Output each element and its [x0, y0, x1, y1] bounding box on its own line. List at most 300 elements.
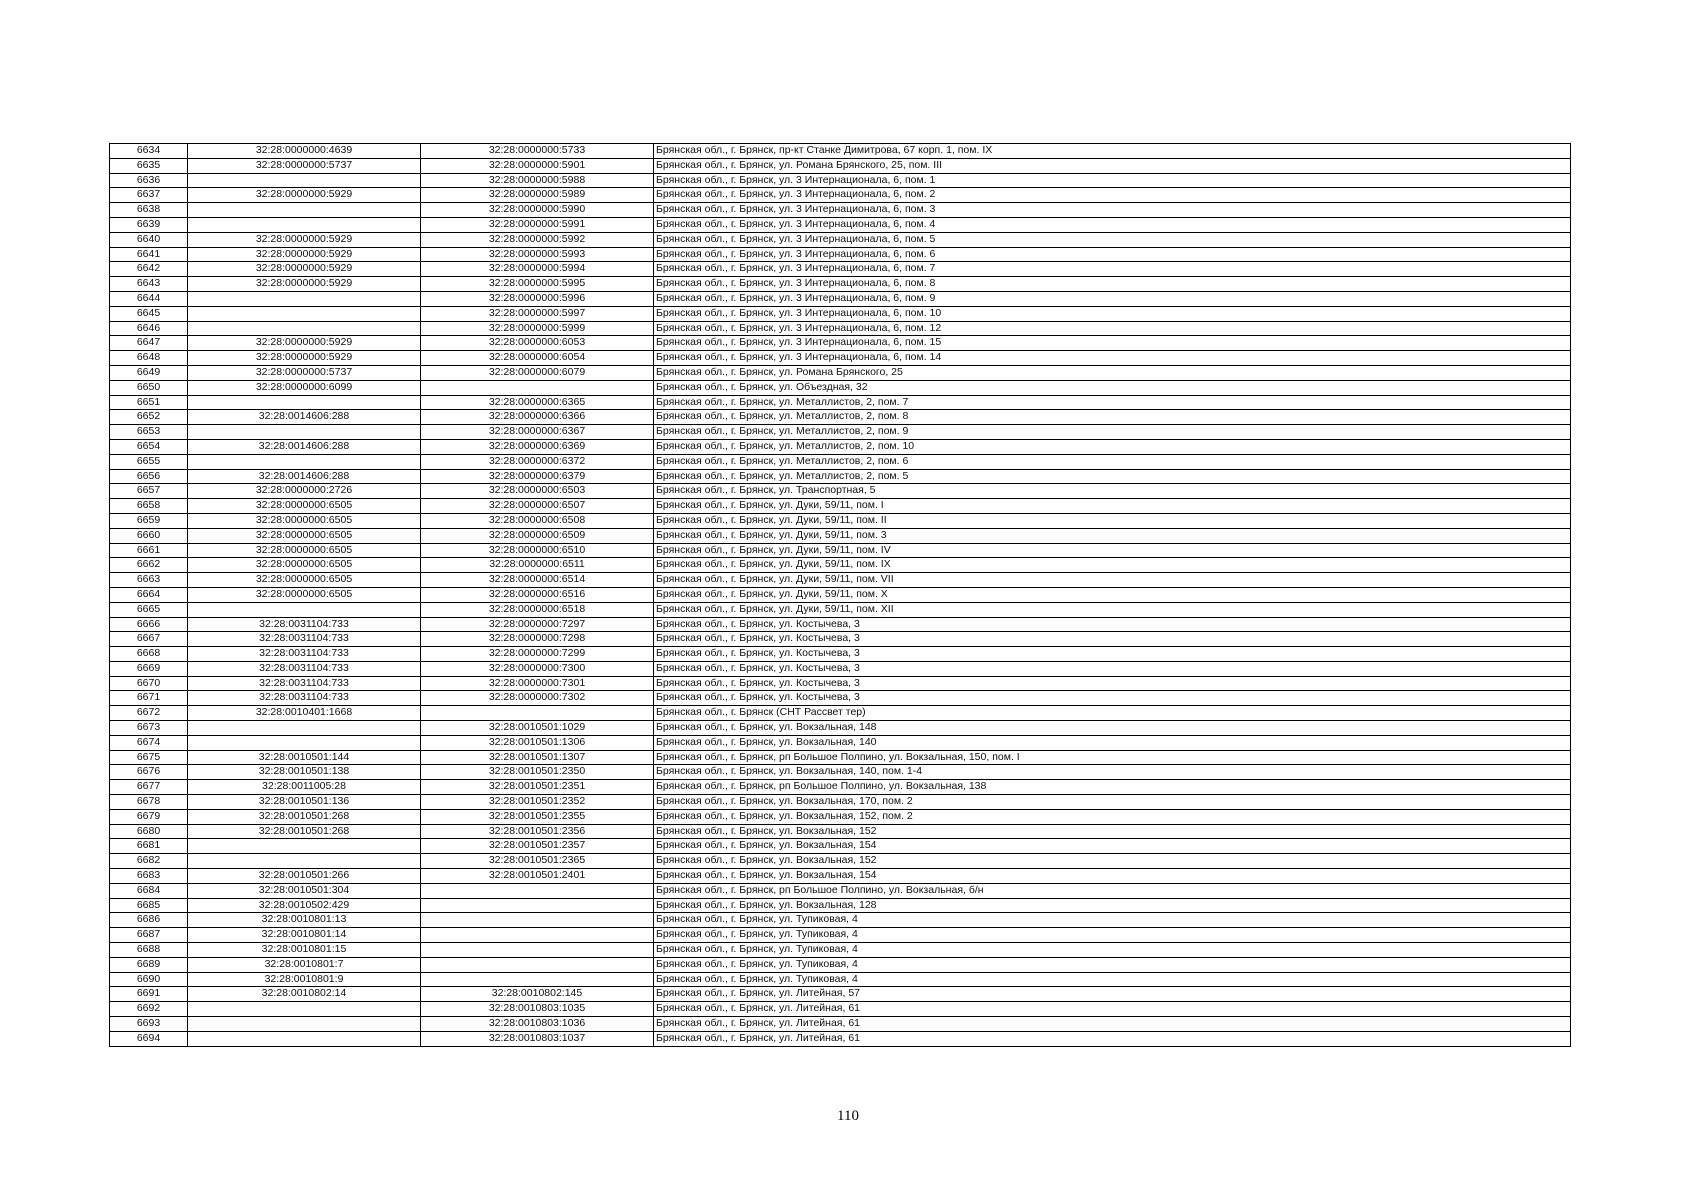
table-row — [110, 425, 1571, 440]
parent-cadastral-number-cell: 32:28:0010501:304 — [188, 883, 421, 898]
address-cell: Брянская обл., г. Брянск, ул. Тупиковая, 4 — [654, 972, 1571, 987]
address-cell: Брянская обл., г. Брянск (СНТ Рассвет тер) — [654, 706, 1571, 721]
row-number-cell: 6682 — [110, 854, 188, 869]
cadastral-number-cell: 32:28:0000000:6367 — [421, 425, 654, 440]
cadastral-number-cell: 32:28:0000000:6514 — [421, 573, 654, 588]
row-number-cell: 6680 — [110, 824, 188, 839]
table-row — [110, 351, 1571, 366]
parent-cadastral-number-cell: 32:28:0010501:268 — [188, 824, 421, 839]
address-cell: Брянская обл., г. Брянск, ул. Литейная, 61 — [654, 1002, 1571, 1017]
table-row — [110, 558, 1571, 573]
row-number-cell: 6690 — [110, 972, 188, 987]
parent-cadastral-number-cell: 32:28:0014606:288 — [188, 410, 421, 425]
cadastral-number-cell — [421, 380, 654, 395]
address-cell: Брянская обл., г. Брянск, ул. Дуки, 59/11, пом. II — [654, 513, 1571, 528]
table-row — [110, 158, 1571, 173]
cadastral-number-cell: 32:28:0000000:6516 — [421, 587, 654, 602]
row-number-cell: 6660 — [110, 528, 188, 543]
table-row — [110, 321, 1571, 336]
address-cell: Брянская обл., г. Брянск, рп Большое Полпино, ул. Вокзальная, 150, пом. I — [654, 750, 1571, 765]
cadastral-number-cell: 32:28:0010501:2401 — [421, 869, 654, 884]
row-number-cell: 6642 — [110, 262, 188, 277]
row-number-cell: 6658 — [110, 499, 188, 514]
address-cell: Брянская обл., г. Брянск, ул. Дуки, 59/11, пом. IV — [654, 543, 1571, 558]
table-row — [110, 824, 1571, 839]
table-row — [110, 883, 1571, 898]
table-row — [110, 750, 1571, 765]
row-number-cell: 6670 — [110, 676, 188, 691]
address-cell: Брянская обл., г. Брянск, ул. Вокзальная, 128 — [654, 898, 1571, 913]
cadastral-number-cell — [421, 972, 654, 987]
cadastral-number-cell: 32:28:0000000:5989 — [421, 188, 654, 203]
address-cell: Брянская обл., г. Брянск, ул. 3 Интернационала, 6, пом. 12 — [654, 321, 1571, 336]
address-cell: Брянская обл., г. Брянск, ул. Металлистов, 2, пом. 8 — [654, 410, 1571, 425]
table-row — [110, 291, 1571, 306]
address-cell: Брянская обл., г. Брянск, ул. 3 Интернационала, 6, пом. 10 — [654, 306, 1571, 321]
parent-cadastral-number-cell: 32:28:0031104:733 — [188, 661, 421, 676]
row-number-cell: 6643 — [110, 277, 188, 292]
address-cell: Брянская обл., г. Брянск, ул. Вокзальная, 154 — [654, 839, 1571, 854]
cadastral-number-cell: 32:28:0010803:1036 — [421, 1017, 654, 1032]
parent-cadastral-number-cell: 32:28:0031104:733 — [188, 632, 421, 647]
parent-cadastral-number-cell: 32:28:0000000:5929 — [188, 277, 421, 292]
address-cell: Брянская обл., г. Брянск, рп Большое Полпино, ул. Вокзальная, 138 — [654, 780, 1571, 795]
parent-cadastral-number-cell: 32:28:0010501:268 — [188, 809, 421, 824]
parent-cadastral-number-cell: 32:28:0031104:733 — [188, 691, 421, 706]
row-number-cell: 6672 — [110, 706, 188, 721]
cadastral-number-cell — [421, 928, 654, 943]
parent-cadastral-number-cell: 32:28:0010502:429 — [188, 898, 421, 913]
row-number-cell: 6688 — [110, 943, 188, 958]
address-cell: Брянская обл., г. Брянск, ул. Объездная, 32 — [654, 380, 1571, 395]
address-cell: Брянская обл., г. Брянск, ул. Вокзальная, 140, пом. 1-4 — [654, 765, 1571, 780]
cadastral-number-cell — [421, 898, 654, 913]
parent-cadastral-number-cell: 32:28:0000000:5929 — [188, 188, 421, 203]
address-cell: Брянская обл., г. Брянск, ул. 3 Интернационала, 6, пом. 5 — [654, 232, 1571, 247]
parent-cadastral-number-cell — [188, 217, 421, 232]
cadastral-number-cell: 32:28:0000000:5988 — [421, 173, 654, 188]
parent-cadastral-number-cell: 32:28:0010401:1668 — [188, 706, 421, 721]
address-cell: Брянская обл., г. Брянск, ул. 3 Интернационала, 6, пом. 2 — [654, 188, 1571, 203]
table-row — [110, 217, 1571, 232]
cadastral-number-cell: 32:28:0000000:6511 — [421, 558, 654, 573]
address-cell: Брянская обл., г. Брянск, ул. Вокзальная, 154 — [654, 869, 1571, 884]
address-cell: Брянская обл., г. Брянск, ул. Дуки, 59/11, пом. X — [654, 587, 1571, 602]
row-number-cell: 6644 — [110, 291, 188, 306]
table-row — [110, 691, 1571, 706]
parent-cadastral-number-cell: 32:28:0000000:5929 — [188, 247, 421, 262]
cadastral-number-cell: 32:28:0000000:5996 — [421, 291, 654, 306]
cadastral-number-cell: 32:28:0000000:7299 — [421, 647, 654, 662]
cadastral-number-cell: 32:28:0000000:6366 — [421, 410, 654, 425]
cadastral-number-cell: 32:28:0010501:2357 — [421, 839, 654, 854]
cadastral-number-cell — [421, 883, 654, 898]
row-number-cell: 6667 — [110, 632, 188, 647]
table-row — [110, 306, 1571, 321]
registry-table — [109, 143, 1571, 1047]
row-number-cell: 6634 — [110, 144, 188, 159]
address-cell: Брянская обл., г. Брянск, ул. Тупиковая, 4 — [654, 957, 1571, 972]
row-number-cell: 6687 — [110, 928, 188, 943]
parent-cadastral-number-cell — [188, 425, 421, 440]
table-row — [110, 262, 1571, 277]
parent-cadastral-number-cell — [188, 306, 421, 321]
row-number-cell: 6652 — [110, 410, 188, 425]
parent-cadastral-number-cell: 32:28:0010802:14 — [188, 987, 421, 1002]
table-row — [110, 395, 1571, 410]
parent-cadastral-number-cell — [188, 203, 421, 218]
address-cell: Брянская обл., г. Брянск, ул. 3 Интернационала, 6, пом. 7 — [654, 262, 1571, 277]
row-number-cell: 6689 — [110, 957, 188, 972]
row-number-cell: 6638 — [110, 203, 188, 218]
row-number-cell: 6663 — [110, 573, 188, 588]
cadastral-number-cell: 32:28:0010803:1035 — [421, 1002, 654, 1017]
address-cell: Брянская обл., г. Брянск, ул. Литейная, 57 — [654, 987, 1571, 1002]
parent-cadastral-number-cell: 32:28:0000000:6505 — [188, 558, 421, 573]
row-number-cell: 6635 — [110, 158, 188, 173]
cadastral-number-cell: 32:28:0010501:1306 — [421, 735, 654, 750]
row-number-cell: 6666 — [110, 617, 188, 632]
parent-cadastral-number-cell: 32:28:0000000:5929 — [188, 351, 421, 366]
row-number-cell: 6640 — [110, 232, 188, 247]
parent-cadastral-number-cell: 32:28:0000000:5929 — [188, 262, 421, 277]
table-row — [110, 676, 1571, 691]
cadastral-number-cell: 32:28:0000000:7301 — [421, 676, 654, 691]
parent-cadastral-number-cell: 32:28:0010501:138 — [188, 765, 421, 780]
row-number-cell: 6650 — [110, 380, 188, 395]
parent-cadastral-number-cell — [188, 1002, 421, 1017]
cadastral-number-cell: 32:28:0000000:5993 — [421, 247, 654, 262]
parent-cadastral-number-cell — [188, 321, 421, 336]
parent-cadastral-number-cell: 32:28:0000000:6505 — [188, 499, 421, 514]
row-number-cell: 6641 — [110, 247, 188, 262]
parent-cadastral-number-cell — [188, 454, 421, 469]
row-number-cell: 6639 — [110, 217, 188, 232]
row-number-cell: 6669 — [110, 661, 188, 676]
parent-cadastral-number-cell: 32:28:0000000:5737 — [188, 365, 421, 380]
cadastral-number-cell: 32:28:0000000:6365 — [421, 395, 654, 410]
cadastral-number-cell: 32:28:0000000:5994 — [421, 262, 654, 277]
row-number-cell: 6664 — [110, 587, 188, 602]
row-number-cell: 6654 — [110, 439, 188, 454]
table-row — [110, 1017, 1571, 1032]
cadastral-number-cell: 32:28:0010501:1029 — [421, 721, 654, 736]
row-number-cell: 6677 — [110, 780, 188, 795]
cadastral-number-cell: 32:28:0010501:2352 — [421, 795, 654, 810]
address-cell: Брянская обл., г. Брянск, ул. Металлистов, 2, пом. 5 — [654, 469, 1571, 484]
row-number-cell: 6662 — [110, 558, 188, 573]
row-number-cell: 6636 — [110, 173, 188, 188]
parent-cadastral-number-cell: 32:28:0010801:9 — [188, 972, 421, 987]
parent-cadastral-number-cell: 32:28:0031104:733 — [188, 617, 421, 632]
row-number-cell: 6661 — [110, 543, 188, 558]
parent-cadastral-number-cell: 32:28:0000000:5929 — [188, 336, 421, 351]
parent-cadastral-number-cell: 32:28:0000000:5737 — [188, 158, 421, 173]
parent-cadastral-number-cell — [188, 721, 421, 736]
parent-cadastral-number-cell: 32:28:0000000:5929 — [188, 232, 421, 247]
parent-cadastral-number-cell — [188, 854, 421, 869]
table-row — [110, 972, 1571, 987]
cadastral-number-cell: 32:28:0000000:5991 — [421, 217, 654, 232]
table-row — [110, 602, 1571, 617]
parent-cadastral-number-cell — [188, 602, 421, 617]
parent-cadastral-number-cell: 32:28:0014606:288 — [188, 439, 421, 454]
address-cell: Брянская обл., г. Брянск, ул. 3 Интернационала, 6, пом. 4 — [654, 217, 1571, 232]
parent-cadastral-number-cell: 32:28:0000000:6099 — [188, 380, 421, 395]
parent-cadastral-number-cell: 32:28:0010501:144 — [188, 750, 421, 765]
table-row — [110, 499, 1571, 514]
cadastral-number-cell: 32:28:0000000:6379 — [421, 469, 654, 484]
row-number-cell: 6648 — [110, 351, 188, 366]
table-row — [110, 587, 1571, 602]
row-number-cell: 6646 — [110, 321, 188, 336]
row-number-cell: 6683 — [110, 869, 188, 884]
table-row — [110, 721, 1571, 736]
address-cell: Брянская обл., г. Брянск, ул. Металлистов, 2, пом. 10 — [654, 439, 1571, 454]
row-number-cell: 6668 — [110, 647, 188, 662]
parent-cadastral-number-cell: 32:28:0031104:733 — [188, 676, 421, 691]
row-number-cell: 6681 — [110, 839, 188, 854]
table-row — [110, 780, 1571, 795]
address-cell: Брянская обл., г. Брянск, ул. Дуки, 59/11, пом. I — [654, 499, 1571, 514]
cadastral-number-cell: 32:28:0000000:6053 — [421, 336, 654, 351]
parent-cadastral-number-cell — [188, 395, 421, 410]
table-row — [110, 439, 1571, 454]
cadastral-number-cell: 32:28:0000000:6079 — [421, 365, 654, 380]
parent-cadastral-number-cell — [188, 735, 421, 750]
address-cell: Брянская обл., г. Брянск, ул. Романа Брянского, 25 — [654, 365, 1571, 380]
cadastral-number-cell: 32:28:0000000:5990 — [421, 203, 654, 218]
table-row — [110, 336, 1571, 351]
table-row — [110, 809, 1571, 824]
row-number-cell: 6691 — [110, 987, 188, 1002]
parent-cadastral-number-cell: 32:28:0031104:733 — [188, 647, 421, 662]
cadastral-number-cell: 32:28:0000000:6518 — [421, 602, 654, 617]
table-row — [110, 987, 1571, 1002]
parent-cadastral-number-cell: 32:28:0000000:6505 — [188, 513, 421, 528]
address-cell: Брянская обл., г. Брянск, ул. 3 Интернационала, 6, пом. 15 — [654, 336, 1571, 351]
table-row — [110, 365, 1571, 380]
row-number-cell: 6659 — [110, 513, 188, 528]
parent-cadastral-number-cell — [188, 1031, 421, 1046]
row-number-cell: 6657 — [110, 484, 188, 499]
row-number-cell: 6649 — [110, 365, 188, 380]
address-cell: Брянская обл., г. Брянск, ул. Металлистов, 2, пом. 7 — [654, 395, 1571, 410]
table-row — [110, 573, 1571, 588]
cadastral-number-cell: 32:28:0000000:7300 — [421, 661, 654, 676]
cadastral-number-cell: 32:28:0000000:6508 — [421, 513, 654, 528]
parent-cadastral-number-cell: 32:28:0014606:288 — [188, 469, 421, 484]
parent-cadastral-number-cell — [188, 1017, 421, 1032]
row-number-cell: 6653 — [110, 425, 188, 440]
table-row — [110, 173, 1571, 188]
address-cell: Брянская обл., г. Брянск, ул. 3 Интернационала, 6, пом. 3 — [654, 203, 1571, 218]
cadastral-number-cell — [421, 957, 654, 972]
cadastral-number-cell: 32:28:0000000:5733 — [421, 144, 654, 159]
cadastral-number-cell: 32:28:0000000:6054 — [421, 351, 654, 366]
cadastral-number-cell: 32:28:0000000:6369 — [421, 439, 654, 454]
row-number-cell: 6645 — [110, 306, 188, 321]
row-number-cell: 6692 — [110, 1002, 188, 1017]
cadastral-number-cell: 32:28:0000000:6507 — [421, 499, 654, 514]
cadastral-number-cell: 32:28:0000000:5992 — [421, 232, 654, 247]
table-row — [110, 928, 1571, 943]
table-row — [110, 869, 1571, 884]
address-cell: Брянская обл., г. Брянск, ул. Костычева, 3 — [654, 661, 1571, 676]
address-cell: Брянская обл., г. Брянск, ул. Металлистов, 2, пом. 9 — [654, 425, 1571, 440]
address-cell: Брянская обл., г. Брянск, ул. Вокзальная, 152 — [654, 824, 1571, 839]
table-row — [110, 484, 1571, 499]
table-row — [110, 957, 1571, 972]
parent-cadastral-number-cell: 32:28:0010501:266 — [188, 869, 421, 884]
cadastral-number-cell: 32:28:0010501:2356 — [421, 824, 654, 839]
table-row — [110, 144, 1571, 159]
row-number-cell: 6676 — [110, 765, 188, 780]
parent-cadastral-number-cell: 32:28:0000000:2726 — [188, 484, 421, 499]
address-cell: Брянская обл., г. Брянск, ул. Тупиковая, 4 — [654, 943, 1571, 958]
address-cell: Брянская обл., г. Брянск, ул. Литейная, 61 — [654, 1031, 1571, 1046]
row-number-cell: 6694 — [110, 1031, 188, 1046]
row-number-cell: 6675 — [110, 750, 188, 765]
cadastral-number-cell: 32:28:0000000:7297 — [421, 617, 654, 632]
address-cell: Брянская обл., г. Брянск, ул. Дуки, 59/11, пом. IX — [654, 558, 1571, 573]
row-number-cell: 6693 — [110, 1017, 188, 1032]
row-number-cell: 6678 — [110, 795, 188, 810]
table-row — [110, 913, 1571, 928]
table-row — [110, 188, 1571, 203]
cadastral-number-cell: 32:28:0000000:6509 — [421, 528, 654, 543]
address-cell: Брянская обл., г. Брянск, ул. Дуки, 59/11, пом. 3 — [654, 528, 1571, 543]
cadastral-number-cell — [421, 706, 654, 721]
parent-cadastral-number-cell: 32:28:0000000:4639 — [188, 144, 421, 159]
cadastral-number-cell: 32:28:0010802:145 — [421, 987, 654, 1002]
parent-cadastral-number-cell: 32:28:0010801:14 — [188, 928, 421, 943]
page-number: 110 — [837, 1108, 859, 1124]
table-row — [110, 232, 1571, 247]
cadastral-number-cell: 32:28:0000000:6510 — [421, 543, 654, 558]
row-number-cell: 6673 — [110, 721, 188, 736]
table-row — [110, 543, 1571, 558]
table-row — [110, 1002, 1571, 1017]
parent-cadastral-number-cell: 32:28:0010801:13 — [188, 913, 421, 928]
row-number-cell: 6686 — [110, 913, 188, 928]
row-number-cell: 6671 — [110, 691, 188, 706]
address-cell: Брянская обл., г. Брянск, ул. Вокзальная, 152, пом. 2 — [654, 809, 1571, 824]
table-row — [110, 632, 1571, 647]
row-number-cell: 6647 — [110, 336, 188, 351]
row-number-cell: 6651 — [110, 395, 188, 410]
address-cell: Брянская обл., г. Брянск, ул. Вокзальная, 148 — [654, 721, 1571, 736]
address-cell: Брянская обл., г. Брянск, ул. Тупиковая, 4 — [654, 928, 1571, 943]
address-cell: Брянская обл., г. Брянск, ул. Вокзальная, 152 — [654, 854, 1571, 869]
table-row — [110, 765, 1571, 780]
address-cell: Брянская обл., г. Брянск, ул. Тупиковая, 4 — [654, 913, 1571, 928]
address-cell: Брянская обл., г. Брянск, ул. 3 Интернационала, 6, пом. 9 — [654, 291, 1571, 306]
cadastral-number-cell: 32:28:0000000:5997 — [421, 306, 654, 321]
table-row — [110, 898, 1571, 913]
table-row — [110, 203, 1571, 218]
address-cell: Брянская обл., г. Брянск, ул. Литейная, 61 — [654, 1017, 1571, 1032]
address-cell: Брянская обл., г. Брянск, ул. Транспортная, 5 — [654, 484, 1571, 499]
address-cell: Брянская обл., г. Брянск, ул. Костычева, 3 — [654, 632, 1571, 647]
cadastral-number-cell: 32:28:0000000:6372 — [421, 454, 654, 469]
address-cell: Брянская обл., г. Брянск, ул. 3 Интернационала, 6, пом. 14 — [654, 351, 1571, 366]
table-row — [110, 735, 1571, 750]
row-number-cell: 6665 — [110, 602, 188, 617]
parent-cadastral-number-cell: 32:28:0010801:7 — [188, 957, 421, 972]
address-cell: Брянская обл., г. Брянск, ул. Дуки, 59/11, пом. VII — [654, 573, 1571, 588]
cadastral-number-cell: 32:28:0000000:5901 — [421, 158, 654, 173]
table-row — [110, 277, 1571, 292]
parent-cadastral-number-cell: 32:28:0000000:6505 — [188, 587, 421, 602]
parent-cadastral-number-cell: 32:28:0000000:6505 — [188, 573, 421, 588]
cadastral-number-cell: 32:28:0000000:5995 — [421, 277, 654, 292]
parent-cadastral-number-cell — [188, 839, 421, 854]
cadastral-number-cell: 32:28:0010501:2365 — [421, 854, 654, 869]
table-row — [110, 943, 1571, 958]
row-number-cell: 6674 — [110, 735, 188, 750]
table-row — [110, 528, 1571, 543]
address-cell: Брянская обл., г. Брянск, ул. 3 Интернационала, 6, пом. 8 — [654, 277, 1571, 292]
address-cell: Брянская обл., г. Брянск, ул. Вокзальная, 170, пом. 2 — [654, 795, 1571, 810]
cadastral-number-cell — [421, 913, 654, 928]
address-cell: Брянская обл., г. Брянск, ул. 3 Интернационала, 6, пом. 6 — [654, 247, 1571, 262]
address-cell: Брянская обл., г. Брянск, ул. Костычева, 3 — [654, 617, 1571, 632]
row-number-cell: 6656 — [110, 469, 188, 484]
cadastral-number-cell: 32:28:0000000:7302 — [421, 691, 654, 706]
address-cell: Брянская обл., г. Брянск, рп Большое Полпино, ул. Вокзальная, б/н — [654, 883, 1571, 898]
table-row — [110, 469, 1571, 484]
cadastral-number-cell: 32:28:0000000:5999 — [421, 321, 654, 336]
parent-cadastral-number-cell — [188, 173, 421, 188]
parent-cadastral-number-cell: 32:28:0010801:15 — [188, 943, 421, 958]
address-cell: Брянская обл., г. Брянск, ул. Костычева, 3 — [654, 676, 1571, 691]
parent-cadastral-number-cell: 32:28:0011005:28 — [188, 780, 421, 795]
address-cell: Брянская обл., г. Брянск, ул. Романа Брянского, 25, пом. III — [654, 158, 1571, 173]
table-row — [110, 1031, 1571, 1046]
row-number-cell: 6684 — [110, 883, 188, 898]
row-number-cell: 6655 — [110, 454, 188, 469]
row-number-cell: 6685 — [110, 898, 188, 913]
parent-cadastral-number-cell: 32:28:0000000:6505 — [188, 543, 421, 558]
row-number-cell: 6637 — [110, 188, 188, 203]
address-cell: Брянская обл., г. Брянск, ул. Дуки, 59/11, пом. XII — [654, 602, 1571, 617]
table-row — [110, 513, 1571, 528]
address-cell: Брянская обл., г. Брянск, ул. Металлистов, 2, пом. 6 — [654, 454, 1571, 469]
address-cell: Брянская обл., г. Брянск, ул. Вокзальная, 140 — [654, 735, 1571, 750]
cadastral-number-cell: 32:28:0010501:2355 — [421, 809, 654, 824]
parent-cadastral-number-cell: 32:28:0010501:136 — [188, 795, 421, 810]
cadastral-number-cell: 32:28:0010501:2350 — [421, 765, 654, 780]
table-row — [110, 454, 1571, 469]
parent-cadastral-number-cell — [188, 291, 421, 306]
registry-table-body — [110, 144, 1571, 1047]
table-row — [110, 617, 1571, 632]
cadastral-number-cell: 32:28:0000000:7298 — [421, 632, 654, 647]
row-number-cell: 6679 — [110, 809, 188, 824]
table-row — [110, 854, 1571, 869]
cadastral-number-cell: 32:28:0010803:1037 — [421, 1031, 654, 1046]
address-cell: Брянская обл., г. Брянск, ул. Костычева, 3 — [654, 647, 1571, 662]
cadastral-number-cell: 32:28:0010501:2351 — [421, 780, 654, 795]
table-row — [110, 795, 1571, 810]
cadastral-number-cell: 32:28:0000000:6503 — [421, 484, 654, 499]
address-cell: Брянская обл., г. Брянск, ул. Костычева, 3 — [654, 691, 1571, 706]
address-cell: Брянская обл., г. Брянск, ул. 3 Интернационала, 6, пом. 1 — [654, 173, 1571, 188]
table-row — [110, 647, 1571, 662]
table-row — [110, 839, 1571, 854]
table-row — [110, 661, 1571, 676]
